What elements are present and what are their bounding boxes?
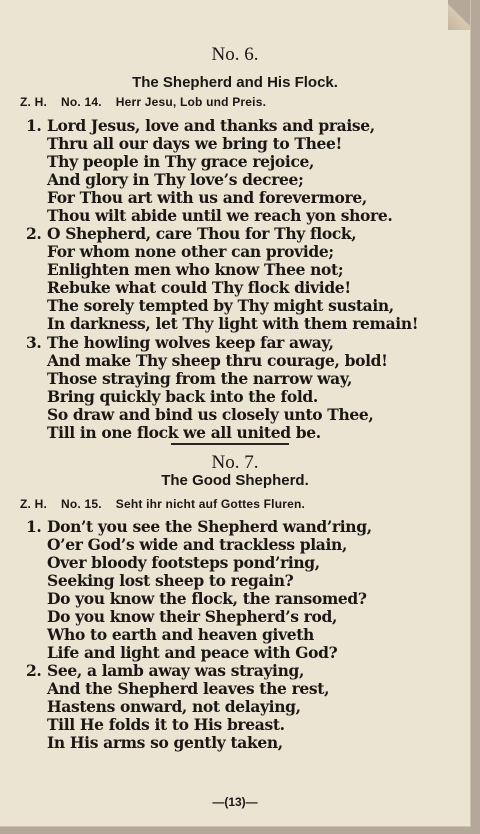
verse-line: Lord Jesus, love and thanks and praise, <box>47 116 375 135</box>
verse-line: Seeking lost sheep to regain? <box>47 571 294 590</box>
verse-line: Who to earth and heaven giveth <box>47 625 314 644</box>
verse-number: 1. <box>26 116 42 135</box>
hymn-6-title: The Shepherd and His Flock. <box>132 74 338 91</box>
section-divider <box>171 443 289 445</box>
verse-line: Till He folds it to His breast. <box>47 715 285 734</box>
hymn-7-number: No. 7. <box>211 452 259 473</box>
verse-line: For whom none other can provide; <box>47 242 334 261</box>
verse-line: In darkness, let Thy light with them remain! <box>47 314 419 333</box>
verse-line: So draw and bind us closely unto Thee, <box>47 405 374 424</box>
verse-line: The howling wolves keep far away, <box>47 333 334 352</box>
verse-line: Till in one flock we all united be. <box>47 423 321 442</box>
verse-number: 2. <box>26 224 42 243</box>
verse-line: And glory in Thy love’s decree; <box>47 170 304 189</box>
verse-line: Thru all our days we bring to Thee! <box>47 134 343 153</box>
verse-line: See, a lamb away was straying, <box>47 661 305 680</box>
verse-line: Rebuke what could Thy flock divide! <box>47 278 351 297</box>
verse-line: Bring quickly back into the fold. <box>47 387 318 406</box>
tune-number: No. 14. <box>61 95 102 109</box>
verse-line: Hastens onward, not delaying, <box>47 697 301 716</box>
verse-line: Do you know their Shepherd’s rod, <box>47 607 338 626</box>
tune-prefix: Z. H. <box>20 95 47 109</box>
tune-name: Seht ihr nicht auf Gottes Fluren. <box>115 497 306 511</box>
hymn-6-number: No. 6. <box>211 44 259 65</box>
tune-prefix: Z. H. <box>20 497 47 511</box>
page-number: —(13)— <box>212 795 258 809</box>
verse-line: Life and light and peace with God? <box>47 643 338 662</box>
tune-name: Herr Jesu, Lob und Preis. <box>115 95 267 109</box>
verse-number: 1. <box>26 517 42 536</box>
verse-line: In His arms so gently taken, <box>47 733 283 752</box>
verse-number: 3. <box>26 333 42 352</box>
verse-line: Enlighten men who know Thee not; <box>47 260 344 279</box>
verse-line: Thy people in Thy grace rejoice, <box>47 152 315 171</box>
verse-line: Thou wilt abide until we reach yon shore. <box>47 206 393 225</box>
verse-number: 2. <box>26 661 42 680</box>
hymn-7-tune <box>20 497 319 511</box>
page-corner <box>448 0 470 30</box>
verse-line: The sorely tempted by Thy might sustain, <box>47 296 394 315</box>
hymn-6-tune <box>20 95 280 109</box>
verse-line: Over bloody footsteps pond’ring, <box>47 553 320 572</box>
verse-line: Do you know the flock, the ransomed? <box>47 589 367 608</box>
verse-line: O Shepherd, care Thou for Thy flock, <box>47 224 357 243</box>
verse-line: And make Thy sheep thru courage, bold! <box>47 351 388 370</box>
verse-line: For Thou art with us and forevermore, <box>47 188 367 207</box>
tune-number: No. 15. <box>61 497 102 511</box>
hymn-7-title: The Good Shepherd. <box>161 472 309 489</box>
verse-line: Those straying from the narrow way, <box>47 369 353 388</box>
verse-line: And the Shepherd leaves the rest, <box>47 679 330 698</box>
verse-line: Don’t you see the Shepherd wand’ring, <box>47 517 372 536</box>
verse-line: O’er God’s wide and trackless plain, <box>47 535 347 554</box>
